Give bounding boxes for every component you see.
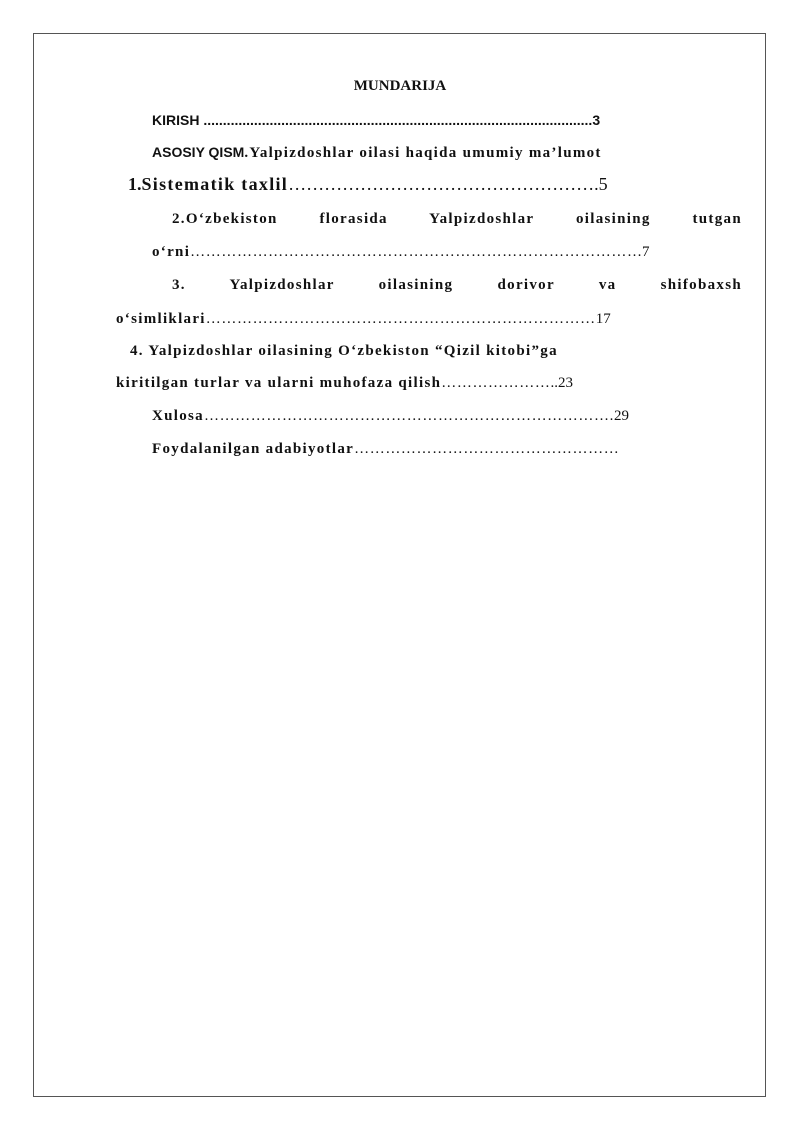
- toc-entry-label: kiritilgan turlar va ularni muhofaza qilish: [116, 375, 442, 391]
- toc-word: oilasining: [378, 277, 454, 293]
- toc-entry-4-line1: 4. Yalpizdoshlar oilasining O‘zbekiston “Qizil kitobi”ga: [130, 343, 558, 359]
- toc-page-number: 29: [613, 408, 629, 424]
- toc-section-label: ASOSIY QISM: [152, 144, 245, 160]
- toc-entry-label: KIRISH: [152, 112, 200, 128]
- toc-word: va: [598, 277, 617, 293]
- toc-page-number: ..23: [550, 375, 573, 391]
- toc-word: 2.O‘zbekiston: [172, 211, 278, 227]
- toc-entry-2-line1: [172, 211, 742, 228]
- toc-page-number: …7: [626, 244, 650, 260]
- toc-word: florasida: [319, 211, 388, 227]
- toc-entry-2-line2: [152, 244, 649, 261]
- toc-leader-dots: ……………………………………………: [288, 174, 595, 194]
- toc-entry-1: [128, 174, 608, 195]
- toc-leader-dots: …………………………………………………………………………: [190, 244, 627, 260]
- toc-entry-4-line2: [116, 375, 573, 392]
- toc-page-number: 17: [595, 311, 611, 327]
- toc-leader-dots: …………………………………………………………………: [205, 311, 596, 327]
- toc-leader-dots: ……………………………………………: [354, 441, 620, 457]
- toc-word: tutgan: [692, 211, 742, 227]
- toc-word: shifobaxsh: [660, 277, 742, 293]
- toc-section-subtitle: .Yalpizdoshlar oilasi haqida umumiy ma’lumot: [244, 145, 602, 161]
- toc-entry-3-line1: [172, 277, 742, 294]
- toc-page-number: .5: [594, 174, 608, 194]
- toc-entry-label: o‘simliklari: [116, 311, 206, 327]
- toc-entry-label: Xulosa: [152, 408, 204, 424]
- toc-word: oilasining: [575, 211, 651, 227]
- toc-entry-asosiy: [152, 144, 602, 162]
- toc-entry-3-line2: [116, 311, 611, 328]
- toc-leader-dots: ....................................................................................................: [203, 112, 593, 128]
- toc-leader-dots: …………………………………………………………………….: [203, 408, 614, 424]
- toc-word: Yalpizdoshlar: [229, 277, 335, 293]
- toc-entry-foydalanilgan: [152, 441, 619, 458]
- toc-page-number: 3: [592, 112, 601, 128]
- toc-word: Yalpizdoshlar: [429, 211, 535, 227]
- toc-word: 3.: [172, 277, 186, 293]
- toc-entry-label: Foydalanilgan adabiyotlar: [152, 441, 355, 457]
- toc-entry-label: Sistematik taxlil: [141, 174, 289, 194]
- toc-leader-dots: …………………: [441, 375, 551, 391]
- toc-entry-label: o‘rni: [152, 244, 191, 260]
- toc-entry-kirish: [152, 112, 600, 128]
- toc-entry-xulosa: [152, 408, 629, 425]
- toc-word: dorivor: [497, 277, 555, 293]
- toc-title: MUNDARIJA: [353, 78, 447, 94]
- toc-entry-number: 1.: [128, 174, 142, 194]
